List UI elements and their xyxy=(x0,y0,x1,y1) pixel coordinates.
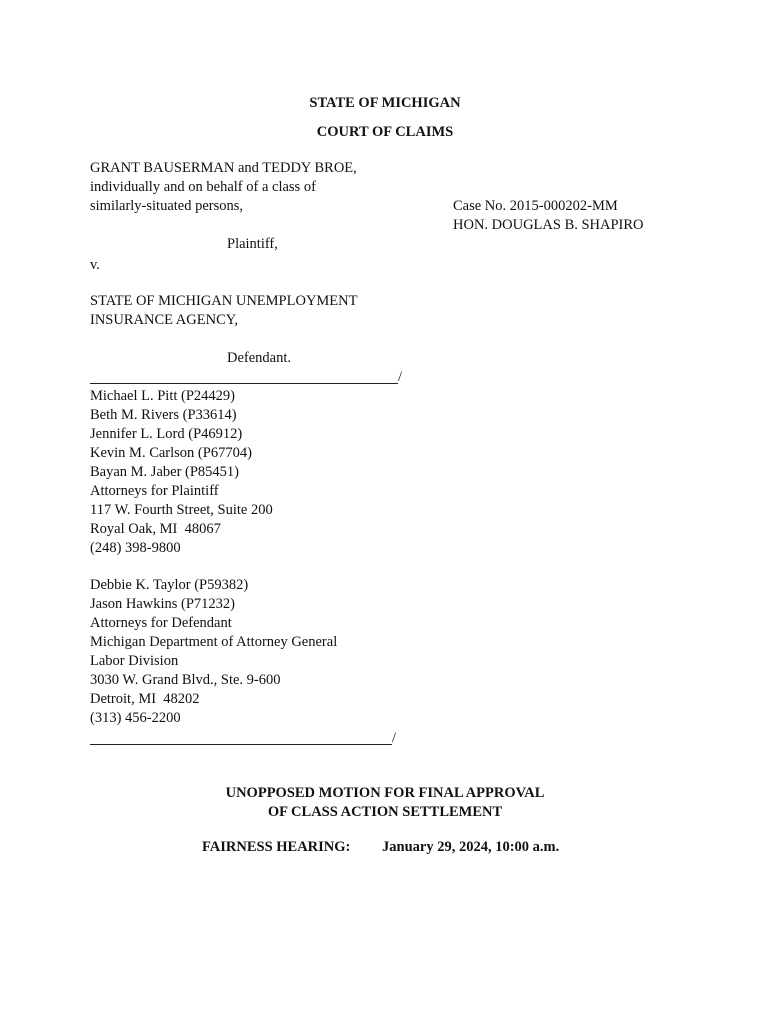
case-number: Case No. 2015-000202-MM xyxy=(453,198,618,214)
plaintiff-role: Plaintiff, xyxy=(227,236,278,252)
versus-label: v. xyxy=(90,257,100,273)
plaintiff-attorney-line: Attorneys for Plaintiff xyxy=(90,483,219,499)
caption-divider-top xyxy=(90,383,398,384)
caption-divider-bottom xyxy=(90,744,392,745)
hearing-label: FAIRNESS HEARING: xyxy=(202,839,351,855)
plaintiff-line-3: similarly-situated persons, xyxy=(90,198,244,214)
defendant-attorney-line: Labor Division xyxy=(90,653,179,669)
plaintiff-attorney-line: Kevin M. Carlson (P67704) xyxy=(90,445,252,461)
motion-title-line-1: UNOPPOSED MOTION FOR FINAL APPROVAL xyxy=(225,785,545,801)
defendant-attorney-line: Debbie K. Taylor (P59382) xyxy=(90,577,249,593)
defendant-role: Defendant. xyxy=(227,350,292,366)
defendant-attorney-line: (313) 456-2200 xyxy=(90,710,181,726)
defendant-attorney-line: Detroit, MI 48202 xyxy=(90,691,200,707)
plaintiff-attorney-line: Jennifer L. Lord (P46912) xyxy=(90,426,243,442)
plaintiff-attorney-line: (248) 398-9800 xyxy=(90,540,181,556)
court-name-heading: COURT OF CLAIMS xyxy=(316,124,454,140)
defendant-attorney-line: Attorneys for Defendant xyxy=(90,615,232,631)
plaintiff-line-1: GRANT BAUSERMAN and TEDDY BROE, xyxy=(90,160,357,176)
plaintiff-attorney-line: Royal Oak, MI 48067 xyxy=(90,521,221,537)
court-state-heading: STATE OF MICHIGAN xyxy=(309,95,461,111)
defendant-line-2: INSURANCE AGENCY, xyxy=(90,312,238,328)
defendant-attorney-line: Michigan Department of Attorney General xyxy=(90,634,338,650)
defendant-line-1: STATE OF MICHIGAN UNEMPLOYMENT xyxy=(90,293,358,309)
plaintiff-attorney-line: Bayan M. Jaber (P85451) xyxy=(90,464,240,480)
hearing-date: January 29, 2024, 10:00 a.m. xyxy=(382,839,560,855)
plaintiff-attorney-line: Michael L. Pitt (P24429) xyxy=(90,388,235,404)
defendant-attorney-line: Jason Hawkins (P71232) xyxy=(90,596,235,612)
caption-divider-bottom-slash: / xyxy=(392,730,397,746)
judge-name: HON. DOUGLAS B. SHAPIRO xyxy=(453,217,644,233)
caption-divider-top-slash: / xyxy=(398,369,403,385)
plaintiff-attorney-line: 117 W. Fourth Street, Suite 200 xyxy=(90,502,273,518)
defendant-attorney-line: 3030 W. Grand Blvd., Ste. 9-600 xyxy=(90,672,281,688)
plaintiff-attorney-line: Beth M. Rivers (P33614) xyxy=(90,407,237,423)
motion-title-line-2: OF CLASS ACTION SETTLEMENT xyxy=(267,804,503,820)
defendant-attorneys-block xyxy=(90,576,337,728)
plaintiff-attorneys-block xyxy=(90,387,273,558)
plaintiff-line-2: individually and on behalf of a class of xyxy=(90,179,316,195)
